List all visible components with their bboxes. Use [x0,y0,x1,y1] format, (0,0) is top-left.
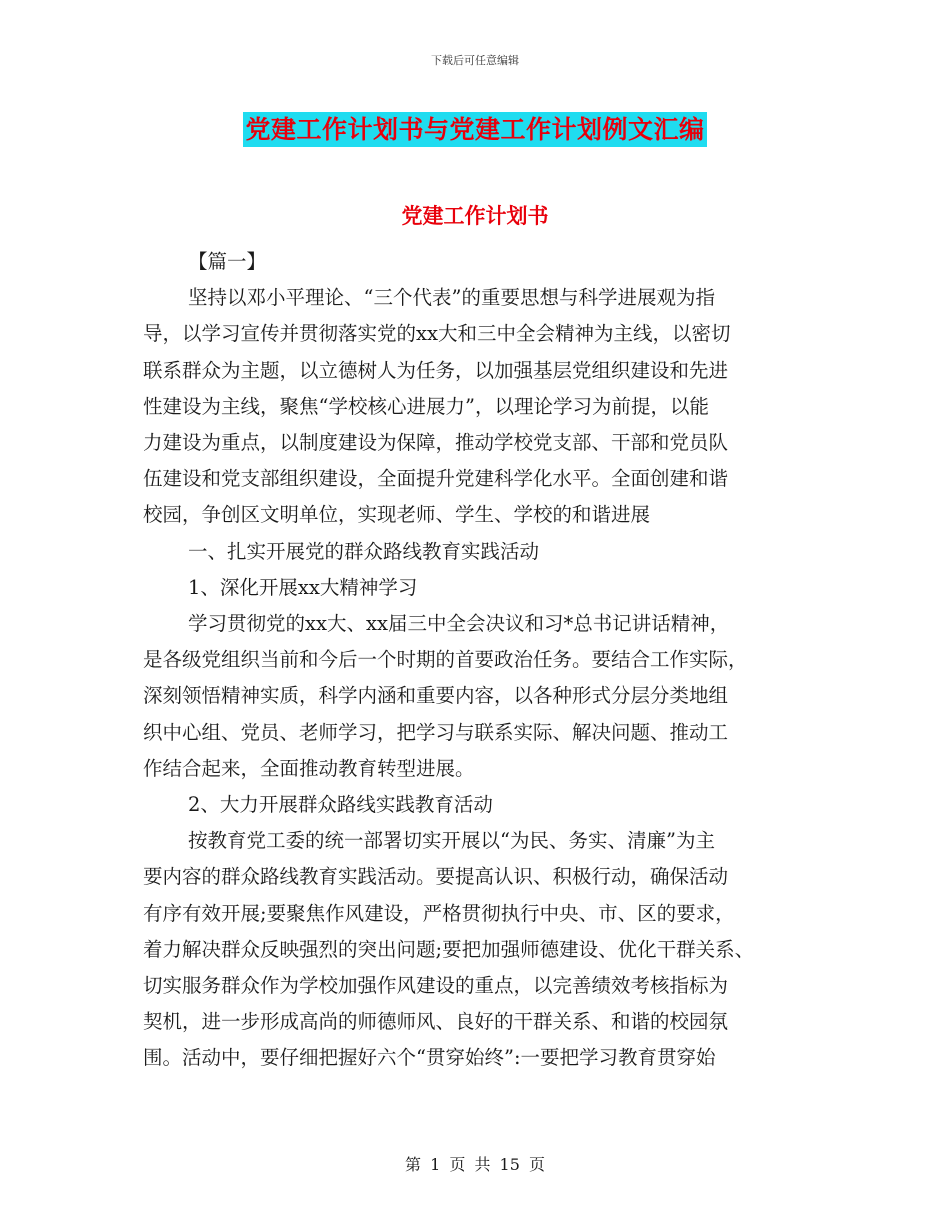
subsection-heading: 1、深化开展xx大精神学习 [188,575,418,599]
paragraph-line: 联系群众为主题，以立德树人为任务，以加强基层党组织建设和先进 [143,358,729,382]
paragraph-line: 坚持以邓小平理论、“三个代表”的重要思想与科学进展观为指 [188,286,715,310]
paragraph-line: 性建设为主线，聚焦“学校核心进展力”，以理论学习为前提，以能 [143,394,709,418]
document-body [143,244,815,1077]
paragraph-line: 织中心组、党员、老师学习，把学习与联系实际、解决问题、推动工 [143,720,729,744]
paragraph-line: 是各级党组织当前和今后一个时期的首要政治任务。要结合工作实际， [143,648,748,672]
paragraph-line: 导，以学习宣传并贯彻落实党的xx大和三中全会精神为主线，以密切 [143,322,731,346]
page-footer: 第 1 页 共 15 页 [405,1155,545,1174]
subsection-heading: 2、大力开展群众路线实践教育活动 [188,793,493,817]
section-label: 【篇一】 [188,250,267,273]
paragraph-line: 切实服务群众作为学校加强作风建设的重点，以完善绩效考核指标为 [143,974,729,998]
document-subtitle: 党建工作计划书 [401,203,549,228]
document-title-text: 党建工作计划书与党建工作计划例文汇编 [243,112,706,147]
paragraph-line: 作结合起来，全面推动教育转型进展。 [143,756,475,780]
paragraph-line: 学习贯彻党的xx大、xx届三中全会决议和习*总书记讲话精神， [188,612,730,636]
paragraph-line: 校园，争创区文明单位，实现老师、学生、学校的和谐进展 [143,503,651,527]
paragraph-line: 要内容的群众路线教育实践活动。要提高认识、积极行动，确保活动 [143,865,729,889]
paragraph-line: 力建设为重点，以制度建设为保障，推动学校党支部、干部和党员队 [143,431,729,455]
paragraph-line: 有序有效开展;要聚焦作风建设，严格贯彻执行中央、市、区的要求， [143,901,735,925]
paragraph-line: 围。活动中，要仔细把握好六个“贯穿始终”:一要把学习教育贯穿始 [143,1046,716,1070]
paragraph-line: 伍建设和党支部组织建设，全面提升党建科学化水平。全面创建和谐 [143,467,729,491]
paragraph-line: 着力解决群众反映强烈的突出问题;要把加强师德建设、优化干群关系、 [143,937,755,961]
section-heading: 一、扎实开展党的群众路线教育实践活动 [188,539,540,563]
paragraph-line: 契机，进一步形成高尚的师德师风、良好的干群关系、和谐的校园氛 [143,1010,729,1034]
paragraph-line: 按教育党工委的统一部署切实开展以“为民、务实、清廉”为主 [188,829,715,853]
document-title [0,110,950,146]
header-note: 下载后可任意编辑 [431,54,519,67]
paragraph-line: 深刻领悟精神实质，科学内涵和重要内容，以各种形式分层分类地组 [143,684,729,708]
